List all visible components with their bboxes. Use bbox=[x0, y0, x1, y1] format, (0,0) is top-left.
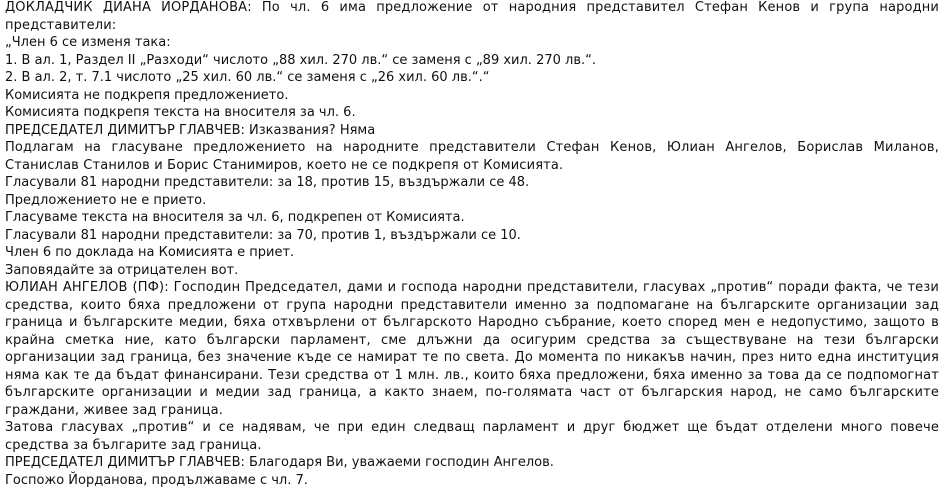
paragraph-negative-vote-invite: Заповядайте за отрицателен вот. bbox=[5, 262, 939, 280]
paragraph-vote-proposal: Подлагам на гласуване предложението на народните представители Стефан Кенов, Юлиан Ангелов, Борислав Миланов, Станислав Станилов и Борис Станимиров, което не се подкрепя от Комисията. bbox=[5, 139, 939, 174]
paragraph-amendment-item-2: 2. В ал. 2, т. 7.1 числото „25 хил. 60 лв.“ се заменя с „26 хил. 60 лв.“.“ bbox=[5, 69, 939, 87]
paragraph-proposal-rejected: Предложението не е прието. bbox=[5, 192, 939, 210]
paragraph-chairman-thanks: ПРЕДСЕДАТЕЛ ДИМИТЪР ГЛАВЧЕВ: Благодаря Ви, уважаеми господин Ангелов. bbox=[5, 454, 939, 472]
paragraph-angelov-conclusion: Затова гласувах „против“ и се надявам, че при един следващ парламент и друг бюджет ще бъдат отделени много повече средства за българите зад граница. bbox=[5, 419, 939, 454]
paragraph-article-6-amendment: „Член 6 се изменя така: bbox=[5, 34, 939, 52]
paragraph-chairman-discussion: ПРЕДСЕДАТЕЛ ДИМИТЪР ГЛАВЧЕВ: Изказвания? Няма bbox=[5, 122, 939, 140]
paragraph-amendment-item-1: 1. В ал. 1, Раздел II „Разходи“ числото „88 хил. 270 лв.“ се заменя с „89 хил. 270 лв.“. bbox=[5, 52, 939, 70]
paragraph-vote-text: Гласуваме текста на вносителя за чл. 6, подкрепен от Комисията. bbox=[5, 209, 939, 227]
paragraph-committee-supports: Комисията подкрепя текста на вносителя за чл. 6. bbox=[5, 104, 939, 122]
transcript-document bbox=[5, 0, 939, 489]
paragraph-continue-article-7: Госпожо Йорданова, продължаваме с чл. 7. bbox=[5, 472, 939, 489]
paragraph-angelov-statement: ЮЛИАН АНГЕЛОВ (ПФ): Господин Председател, дами и господа народни представители, гласувах „против“ поради факта, че тези средства, които бяха предложени от група народни представители именно за подпомагане на българските организации зад граница и българските медии, бяха отхвърлени от българското Народно събрание, което според мен е недопустимо, защото в крайна сметка ние, като български парламент, сме длъжни да осигурим средства за съществуване на тези български организации зад граница, без значение къде се намират те по света. До момента по никакъв начин, през нито една институция няма как те да бъдат финансирани. Тези средства от 1 млн. лв., които бяха предложени, бяха именно за това да се подпомогнат българските организации и медии зад граница, а както знаем, по-голямата част от българския народ, не само българските граждани, живее зад граница. bbox=[5, 279, 939, 419]
paragraph-committee-rejects: Комисията не подкрепя предложението. bbox=[5, 87, 939, 105]
paragraph-rapporteur-proposal: ДОКЛАДЧИК ДИАНА ЙОРДАНОВА: По чл. 6 има предложение от народния представител Стефан Кенов и група народни представители: bbox=[5, 0, 939, 34]
paragraph-vote-result-1: Гласували 81 народни представители: за 18, против 15, въздържали се 48. bbox=[5, 174, 939, 192]
paragraph-article-adopted: Член 6 по доклада на Комисията е приет. bbox=[5, 244, 939, 262]
paragraph-vote-result-2: Гласували 81 народни представители: за 70, против 1, въздържали се 10. bbox=[5, 227, 939, 245]
